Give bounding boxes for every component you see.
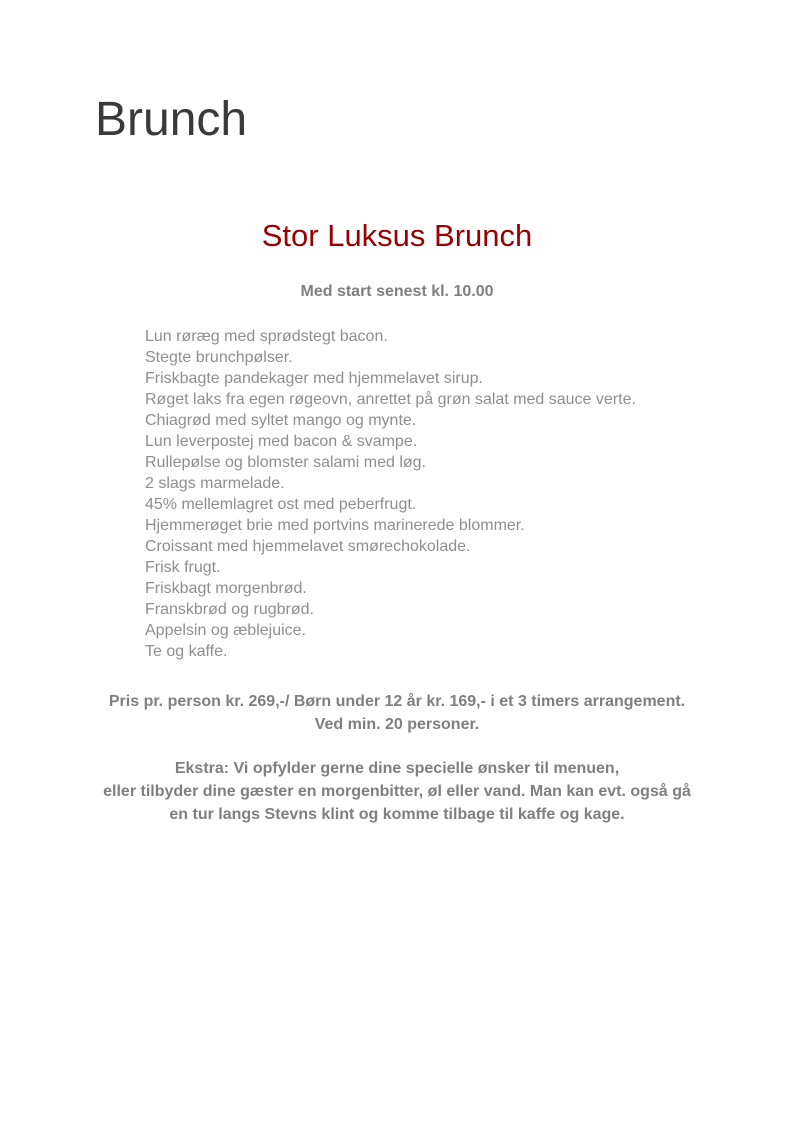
min-persons-note-line: Ved min. 20 personer.: [314, 716, 480, 733]
document-title: Brunch: [95, 93, 248, 146]
menu-item: Lun leverpostej med bacon & svampe.: [145, 433, 418, 450]
menu-item: Chiagrød med syltet mango og mynte.: [145, 412, 417, 429]
extra-note-line: en tur langs Stevns klint og komme tilbage til kaffe og kage.: [169, 806, 625, 823]
menu-item: Lun røræg med sprødstegt bacon.: [145, 328, 388, 345]
extra-note-line: Ekstra: Vi opfylder gerne dine specielle ønsker til menuen,: [174, 760, 620, 777]
menu-item: Appelsin og æblejuice.: [145, 622, 306, 639]
menu-item: Hjemmerøget brie med portvins marinerede blommer.: [145, 517, 525, 534]
menu-item: Friskbagt morgenbrød.: [145, 580, 307, 597]
price-note: [0, 690, 794, 736]
start-time-note: Med start senest kl. 10.00: [300, 283, 494, 300]
extra-note: [0, 757, 794, 826]
menu-item: 45% mellemlagret ost med peberfrugt.: [145, 496, 417, 513]
menu-item: Franskbrød og rugbrød.: [145, 601, 314, 618]
menu-item: Frisk frugt.: [145, 559, 221, 576]
menu-item: Te og kaffe.: [145, 643, 228, 660]
extra-note-line: eller tilbyder dine gæster en morgenbitter, øl eller vand. Man kan evt. også gå: [103, 783, 691, 800]
price-note-line: Pris pr. person kr. 269,-/ Børn under 12 år kr. 169,- i et 3 timers arrangement.: [108, 693, 686, 710]
menu-item: 2 slags marmelade.: [145, 475, 285, 492]
menu-item-list: [145, 326, 636, 662]
menu-item: Croissant med hjemmelavet smørechokolade.: [145, 538, 471, 555]
menu-item: Rullepølse og blomster salami med løg.: [145, 454, 426, 471]
menu-item: Røget laks fra egen røgeovn, anrettet på grøn salat med sauce verte.: [145, 391, 636, 408]
menu-item: Stegte brunchpølser.: [145, 349, 293, 366]
menu-heading: Stor Luksus Brunch: [261, 218, 533, 253]
menu-item: Friskbagte pandekager med hjemmelavet sirup.: [145, 370, 483, 387]
